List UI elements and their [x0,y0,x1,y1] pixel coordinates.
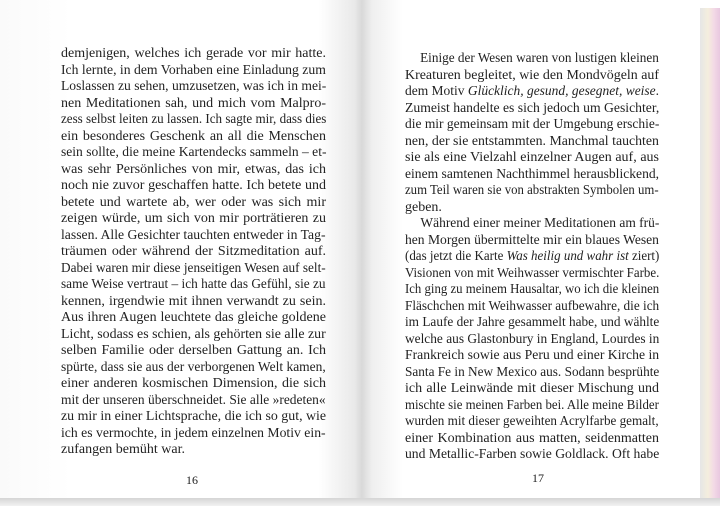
text-segment: zum Teil waren sie von abstrakten Symbolen um- [405,183,659,198]
text-line [405,364,660,382]
text-segment: Frankreich sowie aus Peru und einer Kirche in [405,348,660,363]
text-segment: Zumeist handelte es sich jedoch um Gesichter, [405,100,660,116]
text-line [61,178,326,195]
text-line [405,397,659,415]
text-line [61,294,326,311]
text-segment: Ich lernte, in dem Vorhaben eine Einladung zum [61,62,326,78]
book-page-edges [700,8,720,498]
text-segment: demjenigen, welches ich gerade vor mir hatte. [61,46,326,61]
text-line [61,425,326,443]
text-line [61,79,327,96]
text-segment: einer Kombination aus matten, seidenmatten [405,430,659,446]
text-segment: Während einer meiner Meditationen am frü- [420,216,660,231]
text-segment: und Metallic-Farben sowie Goldlack. Oft habe [405,447,660,462]
text-segment: mischte sie meinen Farben bei. Alle meine Bilder [405,397,659,413]
text-segment: spürte, dass sie aus der verborgenen Welt kamen, [61,359,326,375]
page-number-left: 16 [186,473,198,487]
text-line [61,327,324,344]
text-line [405,381,659,398]
text-segment: nen, der sie entstammten. Manchmal tauchten [405,133,659,149]
text-segment: mit der unseren überschneidet. Sie alle »redeten« [61,392,326,408]
text-line [405,431,659,448]
text-line [61,244,326,261]
text-line [61,277,326,294]
text-segment: Einige der Wesen waren von lustigen kleinen [420,51,659,66]
text-line [61,442,326,459]
text-segment: ich es vermochte, in jedem einzelnen Motiv ein- [61,425,326,441]
text-line [405,232,659,250]
text-segment: ziert) [628,249,660,264]
text-segment: selben Familie oder derselben Gattung an. Ich [61,343,326,358]
text-line [61,96,326,113]
text-line [405,133,659,151]
text-segment: geben. [405,199,442,215]
text-line [405,200,659,217]
page-number-right: 17 [532,471,544,485]
text-segment: Aus ihren Augen leuchtete das gleiche goldene [61,310,326,325]
text-line [61,62,326,80]
text-segment: zeigen würde, um sich von mir porträtieren zu [61,211,326,226]
text-line [405,183,659,200]
text-line [405,216,660,233]
italic-title: Glücklich, gesund, gesegnet, weise [467,84,656,99]
text-line [61,359,326,377]
text-segment: Loslassen zu sehen, umzusetzen, was ich in mei- [61,79,327,94]
text-line [405,331,660,349]
text-line [405,51,659,68]
text-segment: . [655,84,660,99]
text-line [61,392,326,410]
text-segment: hen Morgen übermittelte mir ein blaues Wesen [405,232,659,248]
text-segment: betete und wartete ab, wer oder was sich mir [61,194,326,210]
text-line [405,150,659,167]
text-segment: dem Motiv [405,84,468,99]
text-line [61,195,326,212]
text-line [405,84,660,101]
text-segment: Fläschchen mit Weihwasser aufbewahre, die ich [405,298,660,314]
text-line [405,315,660,332]
text-line [405,282,660,299]
text-line [61,409,327,426]
text-line [405,298,660,316]
text-line [61,162,326,179]
text-segment: träumen oder während der Sitzmeditation auf. [61,244,326,259]
text-segment: zufangen bemüht war. [61,442,186,457]
text-line [405,447,660,464]
text-segment: Santa Fe in New Mexico aus. Sodann besprühte [405,364,660,380]
text-segment: sein sollte, die meine Kartendecks sammeln – et- [61,145,327,160]
text-segment: welche aus Glastonbury in England, Lourdes in [405,331,660,347]
text-line [405,249,660,266]
text-segment: Dabei waren mir diese jenseitigen Wesen auf selt- [61,260,326,276]
text-segment: einer anderen kosmischen Dimension, die sich [61,376,326,391]
left-page-body-text [61,46,326,459]
text-segment: im Laufe der Jahre gesammelt habe, und wählte [405,315,660,330]
text-line [61,129,326,146]
book-shadow [0,498,720,506]
text-line [61,211,326,228]
text-segment: Ich ging zu meinem Hausaltar, wo ich die kleinen [405,282,660,297]
text-line [405,265,660,283]
text-segment: ein besonderes Geschenk an all die Menschen [61,128,326,144]
text-segment: (das jetzt die Karte [405,249,507,264]
text-segment: ich alle Leinwände mit dieser Mischung und [405,381,659,396]
text-segment: nen Meditationen sah, und mich vom Malpro- [61,95,326,111]
text-line [61,145,327,162]
text-line [405,348,660,365]
text-segment: same Weise vertraut – ich hatte das Gefühl, sie zu [61,277,326,292]
text-segment: was sehr Persönliches von mir, etwas, das ich [61,161,326,177]
text-segment: wurden mit dieser geweihten Acrylfarbe gemalt, [405,414,659,429]
text-segment: sie als eine Vielzahl einzelner Augen auf, aus [405,150,659,165]
text-line [61,46,326,63]
text-line [61,112,327,129]
text-line [405,414,659,431]
text-segment: zu mir in einer Lichtsprache, die ich so gut, wie [61,409,327,424]
text-segment: zess selbst leiten zu lassen. Ich sagte mir, dass dies [61,112,327,127]
text-segment: lassen. Alle Gesichter tauchten entweder in Tag- [61,227,326,243]
text-line [61,260,326,278]
text-line [61,227,326,245]
text-line [61,376,326,393]
right-page-body-text [405,51,659,464]
text-line [405,68,658,85]
text-line [405,100,660,118]
text-line [61,343,326,360]
text-segment: die mir gemeinsam mit der Umgebung erschie- [405,117,660,132]
text-line [61,310,326,327]
text-segment: kennen, irgendwie mit ihnen verwandt zu sein. [61,293,326,309]
text-segment: Licht, sodass es schien, als gehörten sie alle zur [61,326,326,342]
text-line [405,117,660,134]
text-segment: Kreaturen begleitet, wie den Mondvögeln auf [405,67,660,83]
text-segment: Visionen von mit Weihwasser vermischter Farbe. [405,265,660,281]
text-segment: noch nie zuvor geschaffen hatte. Ich betete und [61,178,326,193]
text-line [405,166,660,184]
text-segment: einem samtenen Nachthimmel herausblickend, [405,166,660,182]
italic-title: Was heilig und wahr ist [506,249,629,264]
